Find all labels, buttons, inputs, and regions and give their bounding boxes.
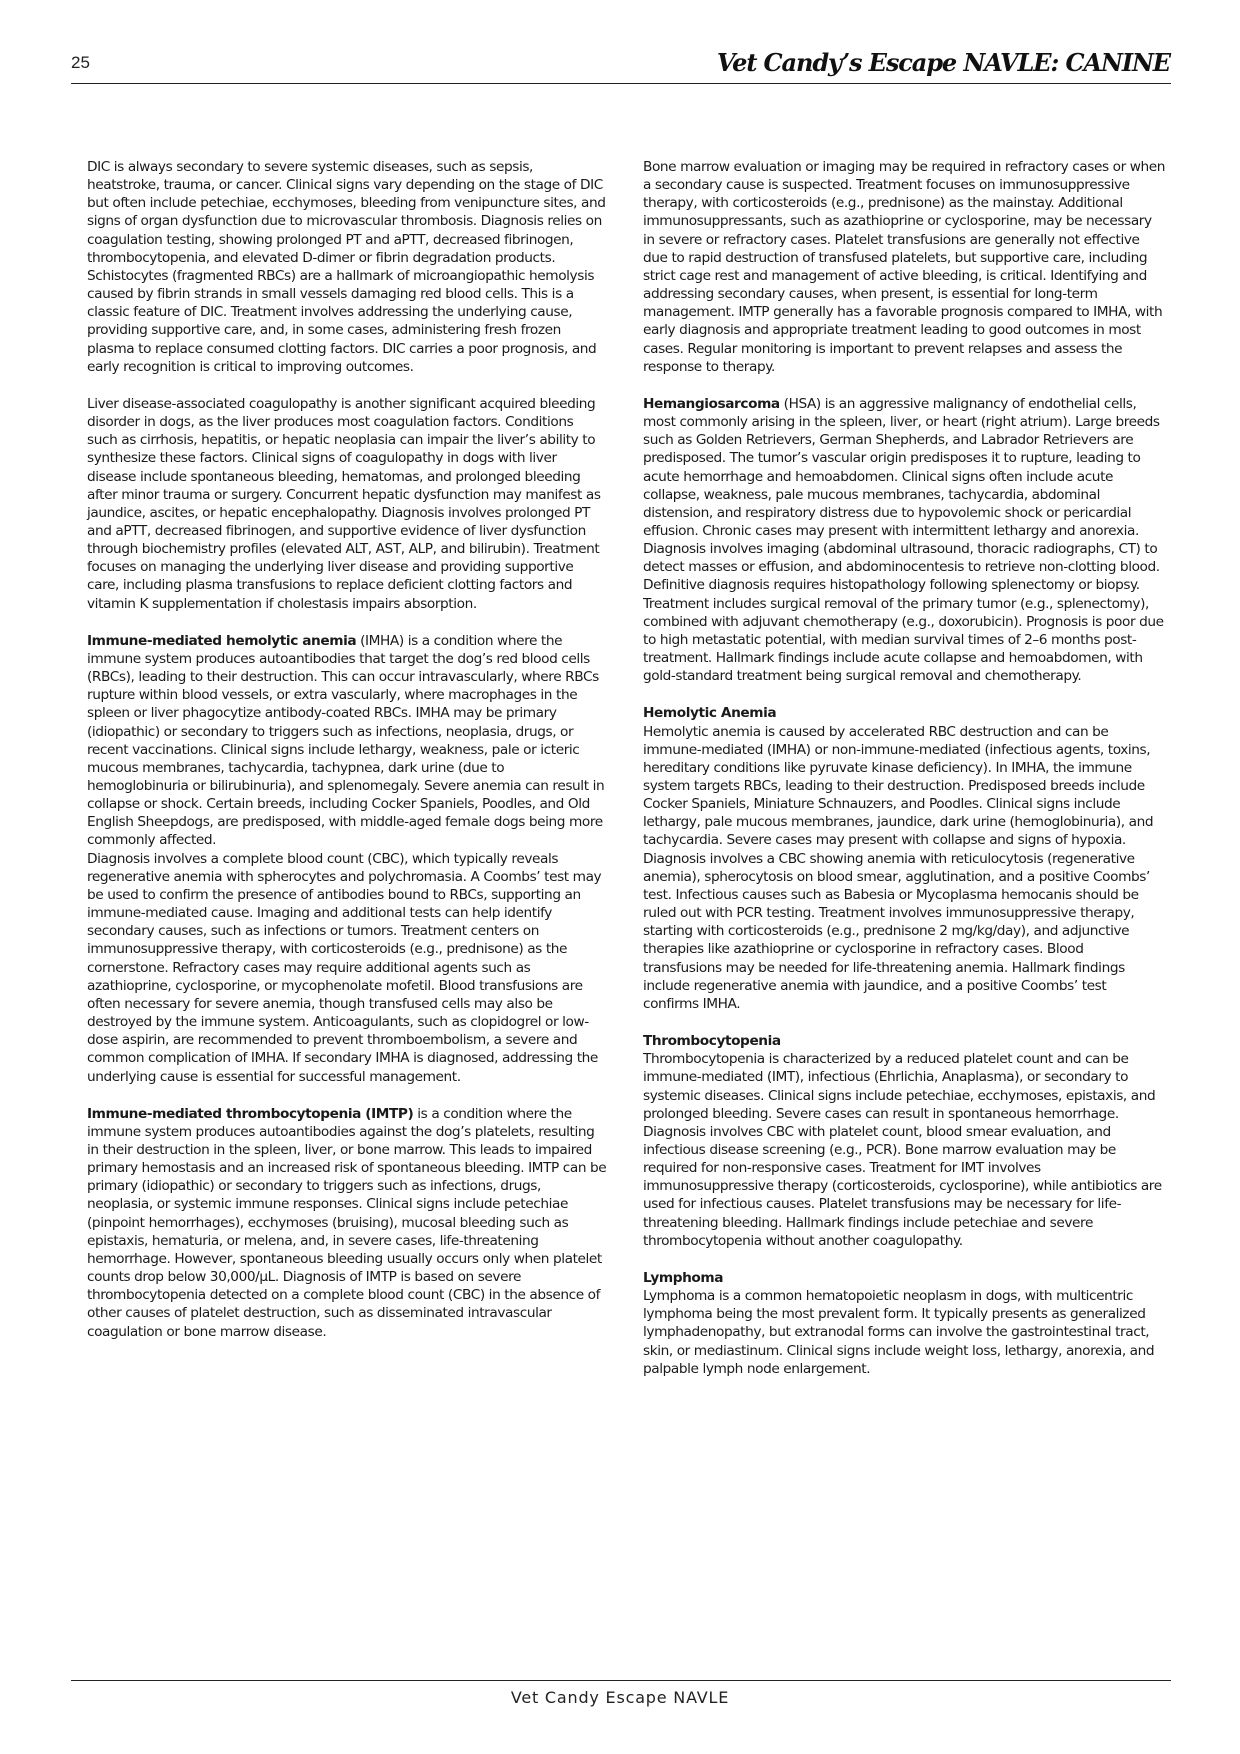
thrombocytopenia-heading: Thrombocytopenia — [643, 1033, 781, 1050]
lymphoma-section — [643, 1269, 1165, 1378]
hemolytic-anemia-heading: Hemolytic Anemia — [643, 705, 777, 722]
hemolytic-anemia-section — [643, 704, 1165, 1013]
page-number: 25 — [71, 53, 90, 72]
imtp-text: is a condition where the immune system produces autoantibodies against the dog’s platelets, resulting in their destruction in the spleen, liver, or bone marrow. This leads to impaired primary hemostasis and an increased risk of spontaneous bleeding. IMTP can be primary (idiopathic) or secondary to triggers such as infections, drugs, neoplasia, or systemic immune responses. Clinical signs include petechiae (pinpoint hemorrhages), ecchymoses (bruising), mucosal bleeding such as epistaxis, hematuria, or melena, and, in severe cases, life-threatening hemorrhage. However, spontaneous bleeding usually occurs only when platelet counts drop below 30,000/µL. Diagnosis of IMTP is based on severe thrombocytopenia detected on a complete blood count (CBC) in the absence of other causes of platelet destruction, such as disseminated intravascular coagulation or bone marrow disease. — [87, 1105, 607, 1340]
right-column — [643, 158, 1165, 1397]
lymphoma-text: Lymphoma is a common hematopoietic neoplasm in dogs, with multicentric lymphoma being the most prevalent form. It typically presents as generalized lymphadenopathy, but extranodal forms can involve the gastrointestinal tract, skin, or mediastinum. Clinical signs include weight loss, lethargy, anorexia, and palpable lymph node enlargement. — [643, 1288, 1155, 1377]
imtp-continued-paragraph: Bone marrow evaluation or imaging may be required in refractory cases or when a secondary cause is suspected. Treatment focuses on immunosuppressive therapy, with corticosteroids (e.g., prednisone) as the mainstay. Additional immunosuppressants, such as azathioprine or cyclosporine, may be necessary in severe or refractory cases. Platelet transfusions are generally not effective due to rapid destruction of transfused platelets, but supportive care, including strict cage rest and management of active bleeding, is critical. Identifying and addressing secondary causes, when present, is essential for long-term management. IMTP generally has a favorable prognosis compared to IMHA, with early diagnosis and appropriate treatment leading to good outcomes in most cases. Regular monitoring is important to prevent relapses and assess the response to therapy. — [643, 159, 1166, 375]
imha-text: (IMHA) is a condition where the immune system produces autoantibodies that target the dog’s red blood cells (RBCs), leading to their destruction. This can occur intravascularly, where RBCs rupture within blood vessels, or extra vascularly, where macrophages in the spleen or liver phagocytize antibody-coated RBCs. IMHA may be primary (idiopathic) or secondary to triggers such as infections, neoplasia, drugs, or recent vaccinations. Clinical signs include lethargy, weakness, pale or icteric mucous membranes, tachycardia, tachypnea, dark urine (due to hemoglobinuria or bilirubinuria), and splenomegaly. Severe anemia can result in collapse or shock. Certain breeds, including Cocker Spaniels, Poodles, and Old English Sheepdogs, are predisposed, with middle-aged female dogs being more commonly affected. — [87, 632, 605, 849]
left-column — [87, 158, 607, 1360]
hemangiosarcoma-term: Hemangiosarcoma — [643, 395, 780, 412]
header-rule — [71, 83, 1171, 84]
imha-term: Immune-mediated hemolytic anemia — [87, 632, 357, 649]
dic-paragraph: DIC is always secondary to severe systemic diseases, such as sepsis, heatstroke, trauma, or cancer. Clinical signs vary depending on the stage of DIC but often include petechiae, ecchymoses, bleeding from venipuncture sites, and signs of organ dysfunction due to microvascular thrombosis. Diagnosis relies on coagulation testing, showing prolonged PT and aPTT, decreased fibrinogen, thrombocytopenia, and elevated D-dimer or fibrin degradation products. Schistocytes (fragmented RBCs) are a hallmark of microangiopathic hemolysis caused by fibrin strands in small vessels damaging red blood cells. This is a classic feature of DIC. Treatment involves addressing the underlying cause, providing supportive care, and, in some cases, administering fresh frozen plasma to replace consumed clotting factors. DIC carries a poor prognosis, and early recognition is critical to improving outcomes. — [87, 159, 606, 375]
lymphoma-heading: Lymphoma — [643, 1269, 724, 1286]
imha-section — [87, 632, 607, 1086]
thrombocytopenia-diagnosis-text: Diagnosis involves CBC with platelet count, blood smear evaluation, and infectious disease screening (e.g., PCR). Bone marrow evaluation may be required for non-responsive cases. Treatment for IMT involves immunosuppressive therapy (corticosteroids, cyclosporine), while antibiotics are used for infectious causes. Platelet transfusions may be necessary for life-threatening bleeding. Hallmark findings include petechiae and severe thrombocytopenia without another coagulopathy. — [643, 1123, 1162, 1249]
footer-rule — [71, 1680, 1171, 1681]
hemolytic-anemia-text: Hemolytic anemia is caused by accelerated RBC destruction and can be immune-mediated (IMHA) or non-immune-mediated (infectious agents, toxins, hereditary conditions like pyruvate kinase deficiency). In IMHA, the immune system targets RBCs, leading to their destruction. Predisposed breeds include Cocker Spaniels, Miniature Schnauzers, and Poodles. Clinical signs include lethargy, pale mucous membranes, jaundice, dark urine (hemoglobinuria), and tachycardia. Severe cases may present with collapse and signs of hypoxia. Diagnosis involves a CBC showing anemia with reticulocytosis (regenerative anemia), spherocytosis on blood smear, agglutination, and a positive Coombs’ test. Infectious causes such as Babesia or Mycoplasma hemocanis should be ruled out with PCR testing. Treatment involves immunosuppressive therapy, starting with corticosteroids (e.g., prednisone 2 mg/kg/day), and adjunctive therapies like azathioprine or cyclosporine in refractory cases. Blood transfusions may be needed for life-threatening anemia. Hallmark findings include regenerative anemia with jaundice, and a positive Coombs’ test confirms IMHA. — [643, 723, 1154, 1012]
hemangiosarcoma-text: (HSA) is an aggressive malignancy of endothelial cells, most commonly arising in the spleen, liver, or heart (right atrium). Large breeds such as Golden Retrievers, German Shepherds, and Labrador Retrievers are predisposed. The tumor’s vascular origin predisposes it to rupture, leading to acute hemorrhage and hemoabdomen. Clinical signs often include acute collapse, weakness, pale mucous membranes, tachycardia, abdominal distension, and respiratory distress due to hypovolemic shock or pericardial effusion. Chronic cases may present with intermittent lethargy and anorexia. Diagnosis involves imaging (abdominal ultrasound, thoracic radiographs, CT) to detect masses or effusion, and abdominocentesis to retrieve non-clotting blood. Definitive diagnosis requires histopathology following splenectomy or biopsy. Treatment includes surgical removal of the primary tumor (e.g., splenectomy), combined with adjuvant chemotherapy (e.g., doxorubicin). Prognosis is poor due to high metastatic potential, with median survival times of 2–6 months post-treatment. Hallmark findings include acute collapse and hemoabdomen, with gold-standard treatment being surgical removal and chemotherapy. — [643, 395, 1164, 685]
footer-text: Vet Candy Escape NAVLE — [510, 1688, 730, 1707]
imha-diagnosis-paragraph: Diagnosis involves a complete blood count (CBC), which typically reveals regenerative anemia with spherocytes and polychromasia. A Coombs’ test may be used to confirm the presence of antibodies bound to RBCs, supporting an immune-mediated cause. Imaging and additional tests can help identify secondary causes, such as infections or tumors. Treatment centers on immunosuppressive therapy, with corticosteroids (e.g., prednisone) as the cornerstone. Refractory cases may require additional agents such as azathioprine, cyclosporine, or mycophenolate mofetil. Blood transfusions are often necessary for severe anemia, though transfused cells may also be destroyed by the immune system. Anticoagulants, such as clopidogrel or low-dose aspirin, are recommended to prevent thromboembolism, a severe and common complication of IMHA. If secondary IMHA is diagnosed, addressing the underlying cause is essential for successful management. — [87, 850, 602, 1085]
imha-paragraph — [87, 632, 607, 850]
thrombocytopenia-section — [643, 1032, 1165, 1250]
imtp-term: Immune-mediated thrombocytopenia (IMTP) — [87, 1105, 414, 1122]
hemangiosarcoma-paragraph — [643, 395, 1165, 686]
thrombocytopenia-text: Thrombocytopenia is characterized by a reduced platelet count and can be immune-mediated (IMT), infectious (Ehrlichia, Anaplasma), or secondary to systemic diseases. Clinical signs include petechiae, ecchymoses, epistaxis, and prolonged bleeding. Severe cases can result in spontaneous hemorrhage. — [643, 1051, 1156, 1122]
running-header-title: Vet Candy’s Escape NAVLE: CANINE — [716, 48, 1170, 77]
imtp-paragraph — [87, 1105, 607, 1341]
liver-coagulopathy-paragraph: Liver disease-associated coagulopathy is another significant acquired bleeding disorder in dogs, as the liver produces most coagulation factors. Conditions such as cirrhosis, hepatitis, or hepatic neoplasia can impair the liver’s ability to synthesize these factors. Clinical signs of coagulopathy in dogs with liver disease include spontaneous bleeding, hematomas, and prolonged bleeding after minor trauma or surgery. Concurrent hepatic dysfunction may manifest as jaundice, ascites, or hepatic encephalopathy. Diagnosis involves prolonged PT and aPTT, decreased fibrinogen, and supportive evidence of liver dysfunction through biochemistry profiles (elevated ALT, AST, ALP, and bilirubin). Treatment focuses on managing the underlying liver disease and providing supportive care, including plasma transfusions to replace deficient clotting factors and vitamin K supplementation if cholestasis impairs absorption. — [87, 395, 601, 612]
